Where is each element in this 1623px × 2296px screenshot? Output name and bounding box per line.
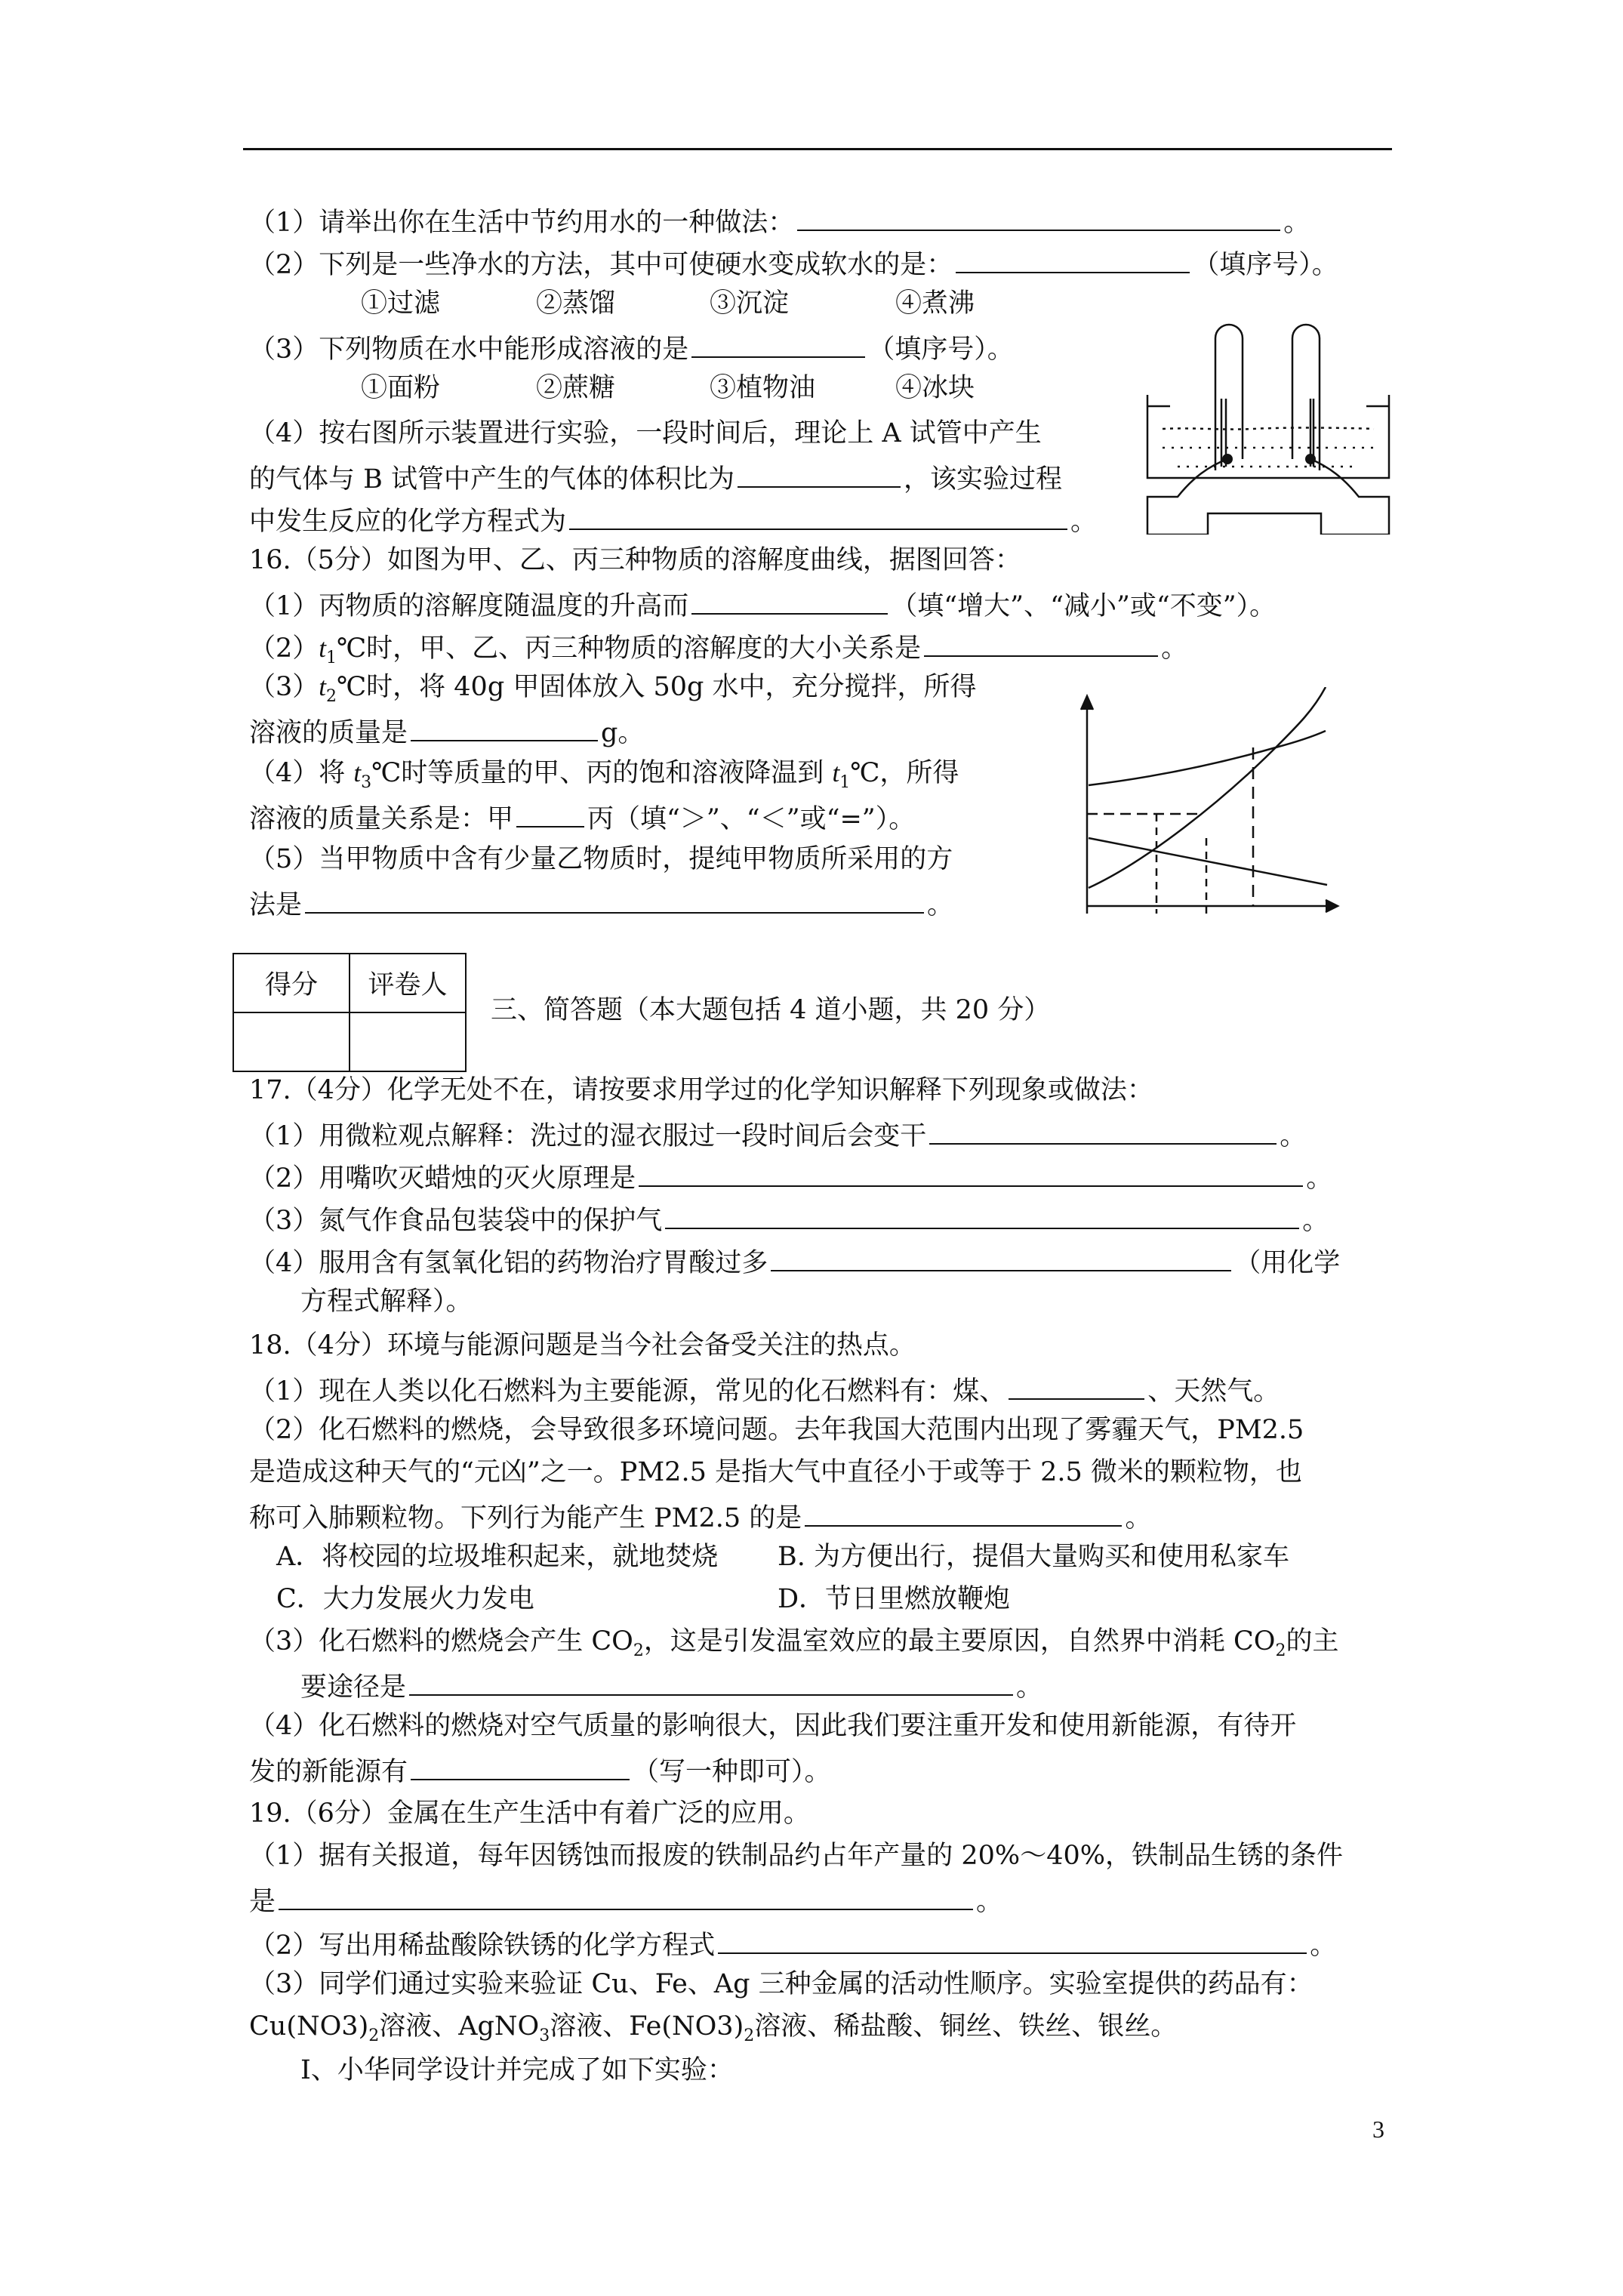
q16-5b-line: 法是 。: [249, 885, 953, 922]
grader-header: 评卷人: [350, 954, 466, 1012]
q16-4b-line: 溶液的质量关系是：甲 丙（填“＞”、“＜”或“=”）。: [249, 799, 915, 836]
q19-3b-line: $Cu(NO3)_2$溶液、AgNO$_3$溶液、$Fe(NO3)_2$溶液、稀盐酸、铜丝、铁丝、银丝。: [249, 2011, 1178, 2045]
option-c: C．大力发展火力发电: [276, 1584, 534, 1614]
q19-2-line: （2）写出用稀盐酸除铁锈的化学方程式 。: [249, 1925, 1336, 1962]
answer-blank[interactable]: [718, 1925, 1307, 1954]
q16-3b-line: 溶液的质量是 g。: [249, 713, 644, 750]
answer-blank[interactable]: [691, 586, 888, 615]
answer-blank[interactable]: [771, 1243, 1231, 1271]
q17-1-line: （1）用微粒观点解释：洗过的湿衣服过一段时间后会变干 。: [249, 1116, 1306, 1153]
answer-blank[interactable]: [305, 885, 924, 914]
q15-3-line: （3）下列物质在水中能形成溶液的是 （填序号）。: [249, 329, 1014, 366]
grader-cell[interactable]: [350, 1012, 466, 1071]
answer-blank[interactable]: [639, 1158, 1303, 1187]
answer-blank[interactable]: [279, 1881, 973, 1910]
score-header: 得分: [233, 954, 350, 1012]
q18-1-line: （1）现在人类以化石燃料为主要能源，常见的化石燃料有：煤、 、天然气。: [249, 1371, 1280, 1408]
option: ①面粉: [361, 373, 441, 403]
q19-stem: 19.（6分）金属在生产生活中有着广泛的应用。: [249, 1798, 810, 1829]
option-b: B. 为方便出行，提倡大量购买和使用私家车: [778, 1542, 1289, 1572]
q18-4b-line: 发的新能源有 （写一种即可）。: [249, 1752, 831, 1789]
q16-3a-line: $(3)t_2℃$时，将 40g 甲固体放入 50g 水中，充分搅拌，所得: [249, 672, 977, 706]
answer-blank[interactable]: [797, 202, 1280, 231]
q16-stem: 16.（5分）如图为甲、乙、丙三种物质的溶解度曲线，据图回答：: [249, 545, 1021, 575]
option: ④煮沸: [895, 288, 975, 319]
q15-2-line: （2）下列是一些净水的方法，其中可使硬水变成软水的是： （填序号）。: [249, 245, 1338, 282]
q16-5a-line: （5）当甲物质中含有少量乙物质时，提纯甲物质所采用的方: [249, 844, 953, 874]
answer-blank[interactable]: [805, 1498, 1122, 1527]
q19-I-line: Ⅰ、小华同学设计并完成了如下实验：: [300, 2055, 734, 2085]
q18-2c-line: 称可入肺颗粒物。下列行为能产生 PM2.5 的是 。: [249, 1498, 1151, 1535]
electrolysis-apparatus-figure: [1132, 316, 1404, 535]
answer-blank[interactable]: [411, 1752, 630, 1780]
answer-blank[interactable]: [1009, 1371, 1144, 1400]
answer-blank[interactable]: [516, 799, 584, 827]
option: ②蔗糖: [536, 373, 616, 403]
q19-1a-line: （1）据有关报道，每年因锈蚀而报废的铁制品约占年产量的 20%～40%，铁制品生锈的条件: [249, 1841, 1343, 1871]
option: ③沉淀: [710, 288, 790, 319]
q18-2b-line: 是造成这种天气的“元凶”之一。PM2.5 是指大气中直径小于或等于 2.5 微米的颗粒物，也: [249, 1457, 1302, 1487]
option: ①过滤: [361, 288, 441, 319]
header-rule: [243, 148, 1392, 150]
section-3-title: 三、简答题（本大题包括 4 道小题，共 20 分）: [491, 995, 1051, 1025]
q16-1-line: （1）丙物质的溶解度随温度的升高而 （填“增大”、“减小”或“不变”）。: [249, 586, 1276, 623]
q18-2a-line: （2）化石燃料的燃烧，会导致很多环境问题。去年我国大范围内出现了雾霾天气，PM2.5: [249, 1415, 1304, 1445]
q18-stem: 18.（4分）环境与能源问题是当今社会备受关注的热点。: [249, 1330, 916, 1361]
q15-4a-line: （4）按右图所示装置进行实验，一段时间后，理论上 A 试管中产生: [249, 418, 1042, 448]
option: ③植物油: [710, 373, 816, 403]
q16-2-line: $(2)t_1℃$时，甲、乙、丙三种物质的溶解度的大小关系是 。: [249, 628, 1187, 675]
q17-2-line: （2）用嘴吹灭蜡烛的灭火原理是 。: [249, 1158, 1332, 1195]
score-cell[interactable]: [233, 1012, 350, 1071]
q17-4a-line: （4）服用含有氢氧化铝的药物治疗胃酸过多 （用化学: [249, 1243, 1340, 1280]
answer-blank[interactable]: [738, 459, 901, 488]
solubility-curve-figure: [1072, 687, 1344, 929]
answer-blank[interactable]: [924, 628, 1158, 657]
answer-blank[interactable]: [411, 713, 598, 741]
q17-4b-line: 方程式解释）。: [300, 1287, 473, 1317]
answer-blank[interactable]: [409, 1667, 1013, 1696]
page-number: 3: [1372, 2116, 1384, 2143]
q17-3-line: （3）氮气作食品包装袋中的保护气 。: [249, 1200, 1329, 1237]
q18-3a-line: （3）化石燃料的燃烧会产生 $CO_2$，这是引发温室效应的最主要原因，自然界中消耗 $CO_2$的主: [249, 1626, 1339, 1660]
option-a: A．将校园的垃圾堆积起来，就地焚烧: [276, 1542, 719, 1572]
q17-stem: 17.（4分）化学无处不在，请按要求用学过的化学知识解释下列现象或做法：: [249, 1075, 1153, 1105]
answer-blank[interactable]: [569, 501, 1067, 530]
q15-4c-line: 中发生反应的化学方程式为 。: [249, 501, 1097, 538]
score-table: [233, 953, 467, 1072]
q15-1-line: （1）请举出你在生活中节约用水的一种做法： 。: [249, 202, 1310, 239]
q19-1b-line: 是 。: [249, 1881, 1002, 1918]
q16-4a-line: （4）将 $t_3℃$时等质量的甲、丙的饱和溶液降温到 $t_1℃$，所得: [249, 758, 959, 792]
option: ②蒸馏: [536, 288, 616, 319]
q18-4a-line: （4）化石燃料的燃烧对空气质量的影响很大，因此我们要注重开发和使用新能源，有待开: [249, 1711, 1297, 1741]
option-d: D．节日里燃放鞭炮: [778, 1584, 1011, 1614]
q18-3b-line: 要途径是 。: [300, 1667, 1042, 1704]
answer-blank[interactable]: [691, 329, 865, 358]
answer-blank[interactable]: [665, 1200, 1299, 1229]
q15-4b-line: 的气体与 B 试管中产生的气体的体积比为 ，该实验过程: [249, 459, 1062, 496]
option: ④冰块: [895, 373, 975, 403]
answer-blank[interactable]: [956, 245, 1190, 273]
q19-3a-line: （3）同学们通过实验来验证 Cu、Fe、Ag 三种金属的活动性顺序。实验室提供的药品有：: [249, 1969, 1313, 1999]
answer-blank[interactable]: [929, 1116, 1277, 1145]
